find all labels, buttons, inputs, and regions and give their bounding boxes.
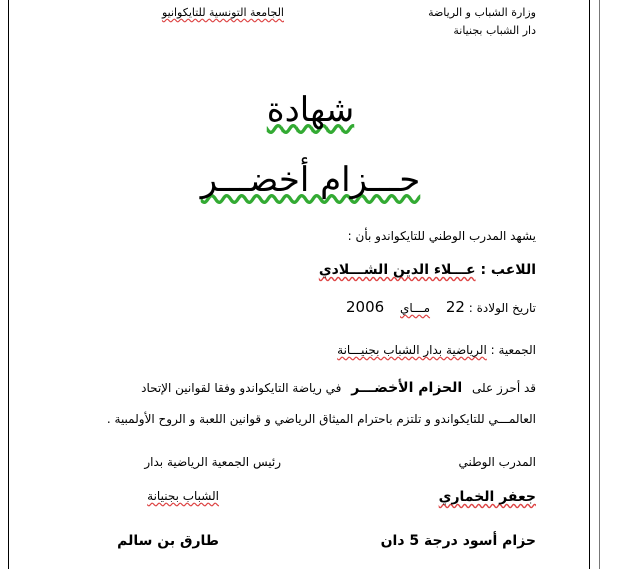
president-title-1: رئيس الجمعية الرياضية بدار: [144, 455, 281, 469]
player-name: عـــلاء الدين الشـــلادي: [318, 262, 476, 278]
page-border-left: [8, 0, 9, 569]
body-line-1: قد أحرز على الحزام الأخضـــر في رياضة التايكواندو وفقا لقوانين الإتحاد: [141, 380, 536, 396]
player-line: [319, 262, 536, 278]
body-line-2: العالمـــي للتايكواندو و تلتزم باحترام الميثاق الرياضي و قوانين اللعبة و الروح الأولمبية .: [106, 412, 536, 426]
association-label: الجمعية :: [490, 343, 536, 357]
header-federation: الجامعة التونسية للتايكوانيو: [161, 6, 284, 19]
birth-label: تاريخ الولادة :: [468, 301, 536, 315]
coach-rank: حزام أسود درجة 5 دان: [380, 533, 536, 549]
birth-day: 22: [445, 298, 465, 316]
belt-highlight: الحزام الأخضـــر: [351, 380, 463, 396]
coach-name: جعفر الخماري: [438, 489, 536, 505]
birth-month: مـــاي: [400, 301, 431, 315]
certificate-title: شهادة: [266, 90, 355, 130]
president-name: طارق بن سالم: [117, 533, 219, 549]
header-youth-house: دار الشباب بجنيانة: [453, 24, 536, 37]
player-label: اللاعب :: [480, 262, 536, 278]
birth-year: 2006: [345, 298, 385, 316]
belt-title: حـــزام أخضـــر: [200, 160, 421, 200]
association-value: الرياضية بدار الشباب بجنيـــانة: [337, 343, 487, 357]
header-ministry: وزارة الشباب و الرياضة: [428, 6, 536, 19]
president-title-2: الشباب بجنيانة: [147, 489, 219, 503]
page-border-right: [589, 0, 590, 569]
birth-line: [346, 298, 536, 316]
coach-title: المدرب الوطني: [458, 455, 536, 469]
intro-line: يشهد المدرب الوطني للتايكواندو بأن :: [347, 229, 536, 243]
window-edge: [599, 0, 600, 569]
association-line: [337, 343, 536, 357]
